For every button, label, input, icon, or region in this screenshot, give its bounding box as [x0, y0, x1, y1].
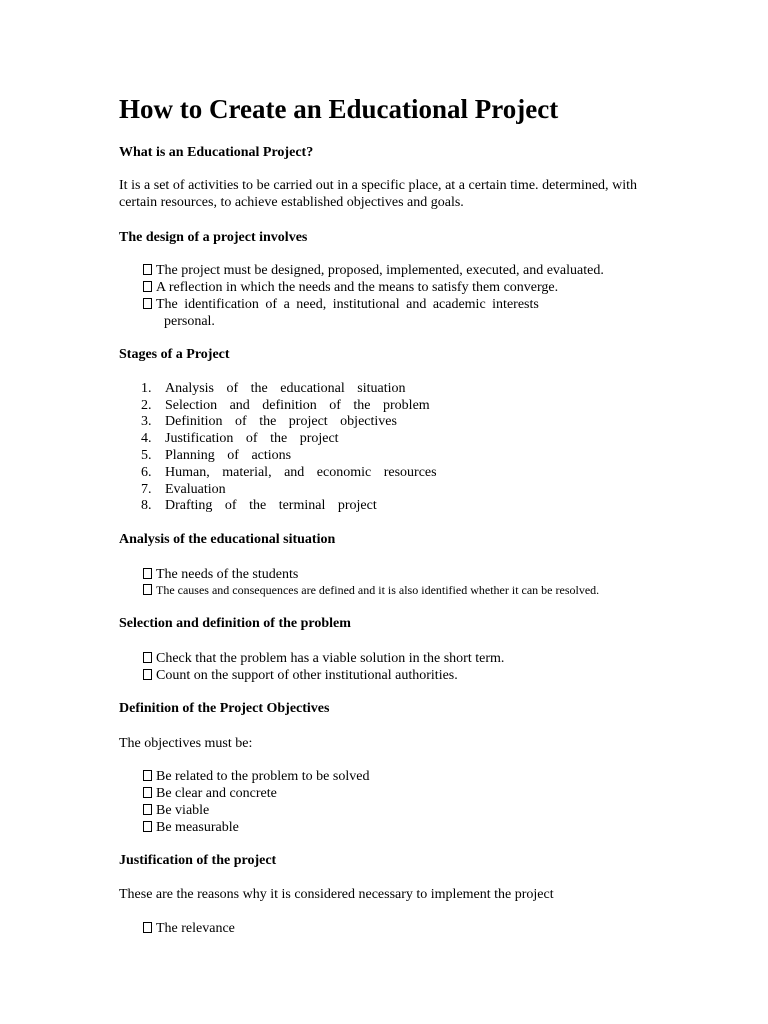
- bullet-box-icon: [143, 804, 152, 815]
- justification-intro: These are the reasons why it is considered necessary to implement the project: [119, 887, 554, 902]
- numbered-item: 1. Analysis of the educational situation: [141, 381, 406, 396]
- bullet-box-icon: [143, 568, 152, 579]
- document-title: How to Create an Educational Project: [119, 94, 559, 124]
- bullet-box-icon: [143, 652, 152, 663]
- section-heading-analysis: Analysis of the educational situation: [119, 532, 336, 547]
- numbered-item: 8. Drafting of the terminal project: [141, 498, 377, 513]
- list-item: The project must be designed, proposed, implemented, executed, and evaluated.: [143, 262, 604, 279]
- bullet-box-icon: [143, 821, 152, 832]
- list-item: Check that the problem has a viable solution in the short term.: [143, 650, 504, 667]
- bullet-box-icon: [143, 669, 152, 680]
- list-item: The causes and consequences are defined and it is also identified whether it can be resolved.: [143, 582, 599, 599]
- bullet-box-icon: [143, 787, 152, 798]
- list-item-continuation: personal.: [164, 314, 215, 329]
- list-item: The identification of a need, institutional and academic interests: [143, 296, 563, 313]
- section-heading-design: The design of a project involves: [119, 230, 308, 245]
- numbered-item: 6. Human, material, and economic resources: [141, 465, 437, 480]
- bullet-box-icon: [143, 281, 152, 292]
- section-heading-stages: Stages of a Project: [119, 347, 230, 362]
- numbered-item: 5. Planning of actions: [141, 448, 292, 463]
- list-item: The needs of the students: [143, 566, 298, 583]
- numbered-item: 3. Definition of the project objectives: [141, 414, 397, 429]
- bullet-box-icon: [143, 584, 152, 595]
- definition-paragraph: It is a set of activities to be carried out in a specific place, at a certain time. determined, with certain resources, to achieve established objectives and goals.: [119, 178, 637, 210]
- section-heading-objectives: Definition of the Project Objectives: [119, 701, 330, 716]
- bullet-box-icon: [143, 298, 152, 309]
- bullet-box-icon: [143, 264, 152, 275]
- numbered-item: 2. Selection and definition of the problem: [141, 398, 430, 413]
- objectives-intro: The objectives must be:: [119, 736, 253, 751]
- section-heading-justification: Justification of the project: [119, 853, 277, 868]
- list-item: Be related to the problem to be solved: [143, 768, 369, 785]
- numbered-item: 7. Evaluation: [141, 482, 226, 497]
- section-heading-selection: Selection and definition of the problem: [119, 616, 351, 631]
- list-item: Be clear and concrete: [143, 785, 277, 802]
- list-item: The relevance: [143, 920, 235, 937]
- list-item: Be viable: [143, 802, 209, 819]
- list-item: Be measurable: [143, 819, 239, 836]
- numbered-item: 4. Justification of the project: [141, 431, 339, 446]
- list-item: Count on the support of other institutional authorities.: [143, 667, 458, 684]
- bullet-box-icon: [143, 770, 152, 781]
- bullet-box-icon: [143, 922, 152, 933]
- section-heading-what-is: What is an Educational Project?: [119, 145, 314, 160]
- list-item: A reflection in which the needs and the means to satisfy them converge.: [143, 279, 558, 296]
